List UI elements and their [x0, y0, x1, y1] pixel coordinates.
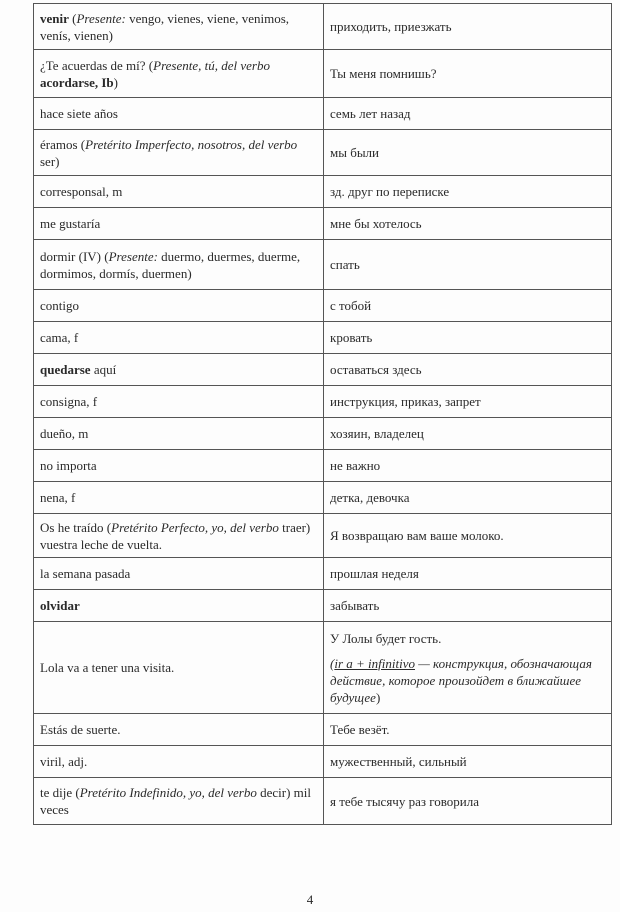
- spanish-cell: Estás de suerte.: [34, 714, 324, 746]
- russian-cell: детка, девочка: [324, 482, 612, 514]
- russian-cell: приходить, приезжать: [324, 4, 612, 50]
- table-row: [34, 4, 612, 50]
- table-row: [34, 558, 612, 590]
- russian-cell: забывать: [324, 590, 612, 622]
- spanish-cell: consigna, f: [34, 386, 324, 418]
- russian-cell: мне бы хотелось: [324, 208, 612, 240]
- table-row: [34, 514, 612, 558]
- table-row: [34, 50, 612, 98]
- russian-cell: оставаться здесь: [324, 354, 612, 386]
- grammar-note: (ir a + infinitivo — конструкция, обозначающая действие, которое произойдет в ближайшее будущее): [330, 655, 592, 705]
- russian-cell: Тебе везёт.: [324, 714, 612, 746]
- russian-cell: хозяин, владелец: [324, 418, 612, 450]
- spanish-cell: dormir (IV) (Presente: duermo, duermes, duerme, dormimos, dormís, duermen): [34, 240, 324, 290]
- table-row: [34, 290, 612, 322]
- russian-cell: с тобой: [324, 290, 612, 322]
- russian-cell: не важно: [324, 450, 612, 482]
- table-row: [34, 418, 612, 450]
- table-row: [34, 746, 612, 778]
- russian-cell: я тебе тысячу раз говорила: [324, 778, 612, 825]
- spanish-cell: ¿Te acuerdas de mí? (Presente, tú, del verbo acordarse, Ib): [34, 50, 324, 98]
- vocabulary-table: [33, 3, 612, 825]
- table-row: [34, 240, 612, 290]
- spanish-cell: dueño, m: [34, 418, 324, 450]
- spanish-cell: te dije (Pretérito Indefinido, yo, del verbo decir) mil veces: [34, 778, 324, 825]
- table-row: [34, 98, 612, 130]
- russian-cell: мужественный, сильный: [324, 746, 612, 778]
- spanish-cell: me gustaría: [34, 208, 324, 240]
- table-row: [34, 482, 612, 514]
- russian-cell: прошлая неделя: [324, 558, 612, 590]
- table-row: [34, 622, 612, 714]
- table-row: [34, 130, 612, 176]
- spanish-cell: viril, adj.: [34, 746, 324, 778]
- table-row: [34, 322, 612, 354]
- table-row: [34, 450, 612, 482]
- russian-cell: [324, 622, 612, 714]
- table-row: [34, 208, 612, 240]
- table-row: [34, 778, 612, 825]
- spanish-cell: contigo: [34, 290, 324, 322]
- spanish-cell: venir (Presente: vengo, vienes, viene, venimos, venís, vienen): [34, 4, 324, 50]
- page-number: 4: [306, 892, 314, 907]
- construction-term: ir a + infinitivo: [334, 655, 415, 671]
- spanish-cell: Os he traído (Pretérito Perfecto, yo, del verbo traer) vuestra leche de vuelta.: [34, 514, 324, 558]
- spanish-cell: la semana pasada: [34, 558, 324, 590]
- table-row: [34, 590, 612, 622]
- russian-cell: Ты меня помнишь?: [324, 50, 612, 98]
- table-row: [34, 386, 612, 418]
- russian-cell: спать: [324, 240, 612, 290]
- spanish-cell: corresponsal, m: [34, 176, 324, 208]
- spanish-cell: olvidar: [34, 590, 324, 622]
- spanish-cell: quedarse aquí: [34, 354, 324, 386]
- russian-cell: мы были: [324, 130, 612, 176]
- translation: У Лолы будет гость.: [330, 630, 442, 646]
- spanish-cell: nena, f: [34, 482, 324, 514]
- spanish-cell: hace siete años: [34, 98, 324, 130]
- russian-cell: инструкция, приказ, запрет: [324, 386, 612, 418]
- spanish-cell: Lola va a tener una visita.: [34, 622, 324, 714]
- spanish-cell: cama, f: [34, 322, 324, 354]
- table-row: [34, 354, 612, 386]
- russian-cell: кровать: [324, 322, 612, 354]
- table-row: [34, 714, 612, 746]
- spanish-cell: no importa: [34, 450, 324, 482]
- russian-cell: Я возвращаю вам ваше молоко.: [324, 514, 612, 558]
- russian-cell: семь лет назад: [324, 98, 612, 130]
- spanish-cell: éramos (Pretérito Imperfecto, nosotros, del verbo ser): [34, 130, 324, 176]
- russian-cell: зд. друг по переписке: [324, 176, 612, 208]
- table-row: [34, 176, 612, 208]
